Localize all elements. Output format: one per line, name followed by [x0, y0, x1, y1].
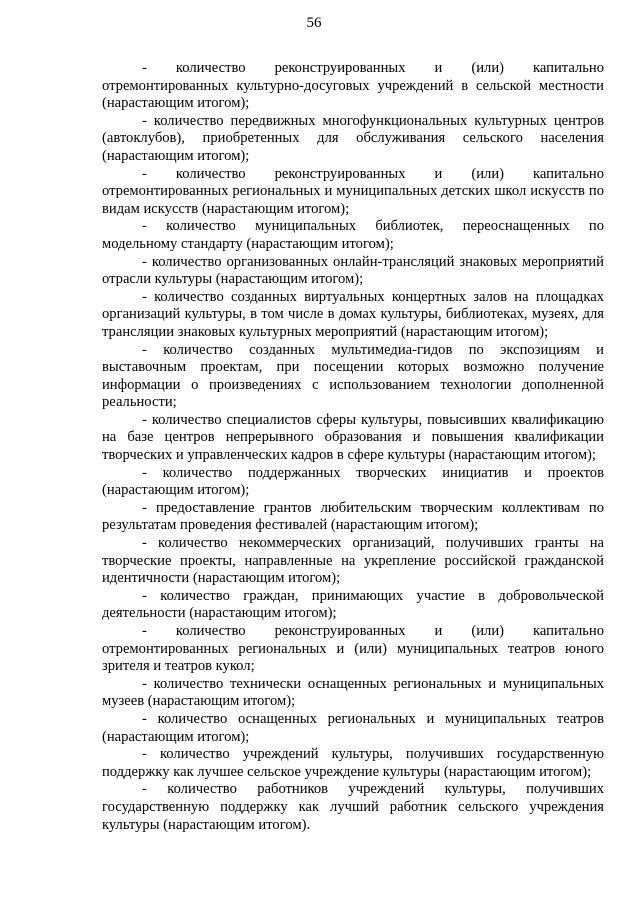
- list-item: - количество некоммерческих организаций, получивших гранты на творческие проекты, направленные на укрепление российской гражданской идентичности (нарастающим итогом);: [102, 535, 604, 587]
- list-item: - количество реконструированных и (или) капитально отремонтированных региональных и муниципальных детских школ искусств по видам искусств (нарастающим итогом);: [102, 165, 604, 217]
- list-item: - количество оснащенных региональных и муниципальных театров (нарастающим итогом);: [102, 710, 604, 745]
- list-item: - количество специалистов сферы культуры, повысивших квалификацию на базе центров непрерывного образования и повышения квалификации творческих и управленческих кадров в сфере культуры (нарастающим итогом);: [102, 411, 604, 464]
- list-item: - количество учреждений культуры, получивших государственную поддержку как лучшее сельское учреждение культуры (нарастающим итогом);: [102, 746, 604, 780]
- list-item: - количество муниципальных библиотек, переоснащенных по модельному стандарту (нарастающим итогом);: [102, 218, 604, 252]
- list-item: - количество граждан, принимающих участие в добровольческой деятельности (нарастающим итогом);: [102, 587, 604, 622]
- indicator-list: [102, 60, 604, 834]
- page-number: 56: [306, 15, 322, 31]
- list-item: - количество передвижных многофункциональных культурных центров (автоклубов), приобретенных для обслуживания сельского населения (нарастающим итогом);: [102, 112, 604, 164]
- list-item: - количество созданных мультимедиа-гидов по экспозициям и выставочным проектам, при посещении которых возможно получение информации о произведениях с использованием технологии дополненной реальности;: [102, 341, 604, 411]
- list-item: - количество созданных виртуальных концертных залов на площадках организаций культуры, в том числе в домах культуры, библиотеках, музеях, для трансляции знаковых культурных мероприятий (нарастающим итогом);: [102, 288, 604, 340]
- list-item: - количество реконструированных и (или) капитально отремонтированных региональных и (или) муниципальных театров юного зрителя и театров кукол;: [102, 623, 604, 675]
- list-item: - количество работников учреждений культуры, получивших государственную поддержку как лучший работник сельского учреждения культуры (нарастающим итогом).: [102, 781, 604, 833]
- list-item: - количество поддержанных творческих инициатив и проектов (нарастающим итогом);: [102, 464, 604, 499]
- list-item: - количество технически оснащенных региональных и муниципальных музеев (нарастающим итогом);: [102, 675, 604, 710]
- list-item: - предоставление грантов любительским творческим коллективам по результатам проведения фестивалей (нарастающим итогом);: [102, 499, 604, 534]
- list-item: - количество организованных онлайн-трансляций знаковых мероприятий отрасли культуры (нарастающим итогом);: [102, 253, 604, 288]
- list-item: - количество реконструированных и (или) капитально отремонтированных культурно-досуговых учреждений в сельской местности (нарастающим итогом);: [102, 60, 604, 112]
